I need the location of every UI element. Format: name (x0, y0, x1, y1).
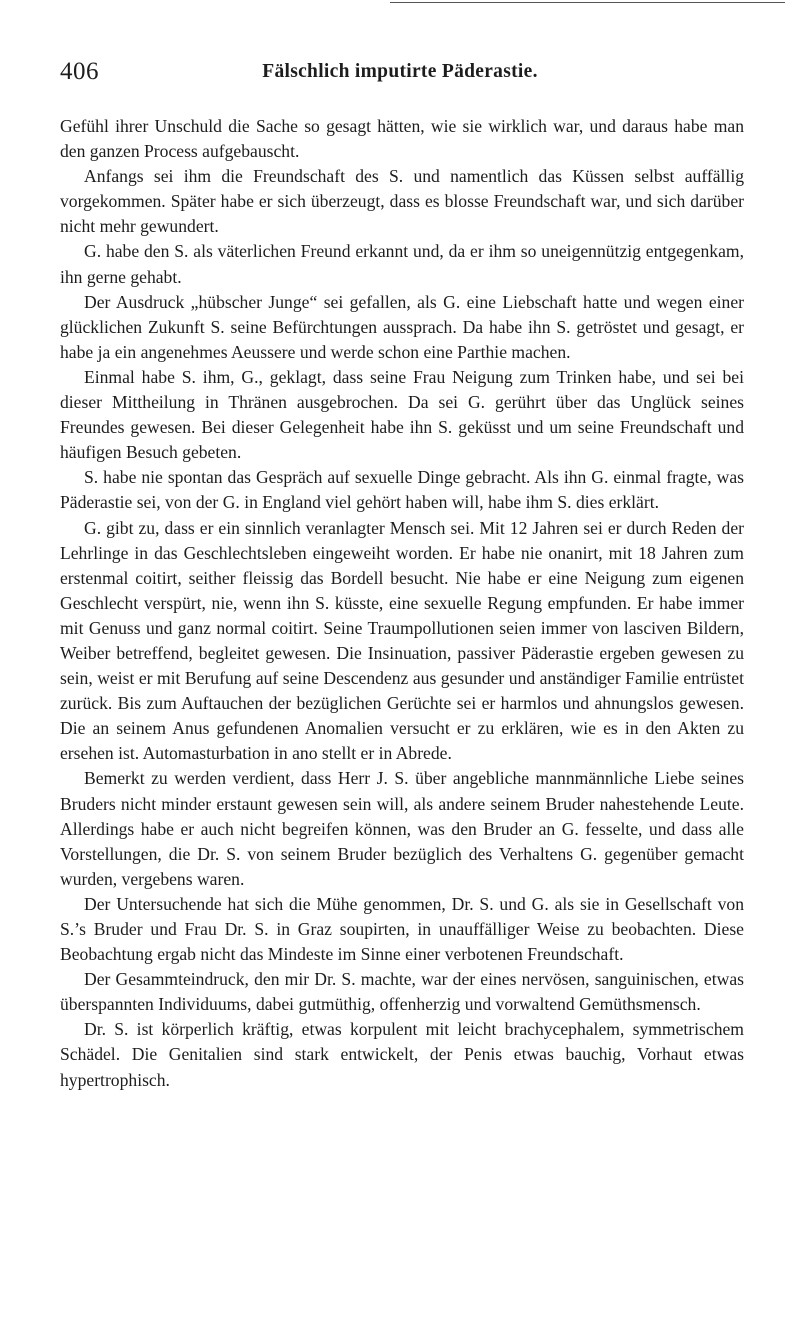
paragraph: Gefühl ihrer Unschuld die Sache so gesagt hätten, wie sie wirklich war, und daraus habe man den ganzen Process aufgebauscht. (60, 116, 744, 162)
paragraph: G. gibt zu, dass er ein sinnlich veranlagter Mensch sei. Mit 12 Jahren sei er durch Reden der Lehrlinge in das Geschlechtsleben eingeweiht worden. Er habe nie onanirt, mit 18 Jahren zum erstenmal coitirt, seither fleissig das Bordell besucht. Nie habe er eine Neigung zum eigenen Geschlecht verspürt, nie, wenn ihn S. küsste, eine sexuelle Regung empfunden. Er habe immer mit Genuss und ganz normal coitirt. Seine Traumpollutionen seien immer von lasciven Bildern, Weiber betreffend, begleitet gewesen. Die Insinuation, passiver Päderastie ergeben gewesen zu sein, weist er mit Berufung auf seine Descendenz aus gesunder und anständiger Familie entrüstet zurück. Bis zum Auftauchen der bezüglichen Gerüchte sei er harmlos und ahnungslos gewesen. Die an seinem Anus gefundenen Anomalien versucht er zu erklären, wie es in den Akten zu ersehen ist. Automasturbation in ano stellt er in Abrede. (60, 517, 744, 764)
paragraph: Anfangs sei ihm die Freundschaft des S. und namentlich das Küssen selbst auffällig vorgekommen. Später habe er sich überzeugt, dass es blosse Freundschaft war, und sich darüber nicht mehr gewundert. (60, 166, 744, 237)
paragraph: Der Untersuchende hat sich die Mühe genommen, Dr. S. und G. als sie in Gesellschaft von S.’s Bruder und Frau Dr. S. in Graz soupirten, in unauffälliger Weise zu beobachten. Diese Beobachtung ergab nicht das Mindeste im Sinne einer verbotenen Freundschaft. (60, 893, 744, 965)
paragraph: G. habe den S. als väterlichen Freund erkannt und, da er ihm so uneigennützig entgegenkam, ihn gerne gehabt. (60, 241, 744, 287)
text-body (60, 114, 744, 1093)
paragraph: Bemerkt zu werden verdient, dass Herr J. S. über angebliche mannmännliche Liebe seines Bruders nicht minder erstaunt gewesen sein will, als andere seinem Bruder nahestehende Leute. Allerdings habe er auch nicht begreifen können, was den Bruder an G. fesselte, und dass alle Vorstellungen, die Dr. S. von seinem Bruder bezüglich des Verhaltens G. gegenüber gemacht wurden, vergebens waren. (60, 768, 744, 889)
running-head: Fälschlich imputirte Päderastie. (262, 61, 538, 82)
paragraph: Einmal habe S. ihm, G., geklagt, dass seine Frau Neigung zum Trinken habe, und sei bei dieser Mittheilung in Thränen ausgebrochen. Da sei G. gerührt über das Unglück seines Freundes gewesen. Bei dieser Gelegenheit habe ihn S. geküsst und um seine Freundschaft und häufigen Besuch gebeten. (60, 366, 744, 463)
paragraph: Der Ausdruck „hübscher Junge“ sei gefallen, als G. eine Liebschaft hatte und wegen einer glücklichen Zukunft S. seine Befürchtungen aussprach. Da habe ihn S. getröstet und gesagt, er habe ja ein angenehmes Aeussere und werde schon eine Parthie machen. (60, 291, 744, 362)
page-number: 406 (60, 58, 99, 85)
paragraph: Dr. S. ist körperlich kräftig, etwas korpulent mit leicht brachycephalem, symmetrischem Schädel. Die Genitalien sind stark entwickelt, der Penis etwas bauchig, Vorhaut etwas hypertrophisch. (60, 1019, 744, 1090)
paragraph: S. habe nie spontan das Gespräch auf sexuelle Dinge gebracht. Als ihn G. einmal fragte, was Päderastie sei, von der G. in England viel gehört haben will, habe ihm S. dies erklärt. (60, 467, 744, 513)
top-rule (390, 2, 785, 3)
paragraph: Der Gesammteindruck, den mir Dr. S. machte, war der eines nervösen, sanguinischen, etwas überspannten Individuums, dabei gutmüthig, offenherzig und vorwaltend Gemüthsmensch. (60, 969, 744, 1015)
